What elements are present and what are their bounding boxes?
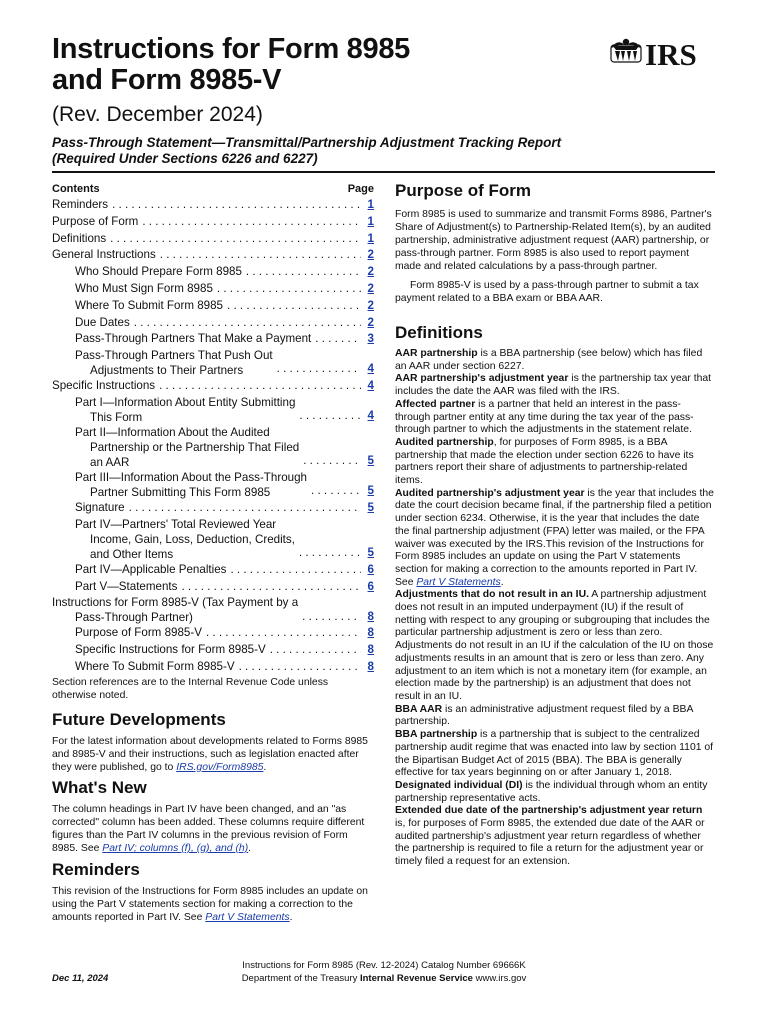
toc-entry-label-line: Part II—Information About the Audited	[75, 425, 270, 439]
toc-entry-label: Specific Instructions	[52, 379, 156, 393]
toc-page-link[interactable]: 8	[367, 609, 374, 623]
toc-entry[interactable]	[52, 562, 374, 579]
toc-entry[interactable]	[52, 500, 374, 517]
toc-entry-label	[52, 595, 298, 625]
footer-department: Department of the Treasury	[241, 973, 360, 984]
toc-entry-label-line: and Other Items	[90, 547, 174, 561]
toc-entry[interactable]	[52, 315, 374, 332]
toc-page-link[interactable]: 1	[367, 214, 374, 228]
toc-page-link[interactable]: 5	[367, 454, 374, 468]
title-line-1: Instructions for Form 8985	[52, 33, 410, 65]
toc-entry-label: Part IV—Applicable Penalties	[75, 562, 227, 576]
section-references-note: Section references are to the Internal Revenue Code unless otherwise noted.	[52, 676, 329, 701]
future-developments-body: For the latest information about developments related to Forms 8985 and 8985-V and their instructions, such as legislation enacted after they were published, go to	[52, 736, 368, 773]
definition-text: is, for purposes of Form 8985, the extended due date of the AAR or audited partnership's adjustment year return regardless of whether the partnership is required to file a return for the adjustment year or timely filed a request for an extension.	[395, 818, 705, 868]
definition-text: is the year that includes the date the court decision became final, if the partnership filed a petition under section 6234. Otherwise, it is the year that includes the date the final partnership adjustment (FPA) letter was mailed, or the FPA waiver was executed by the IRS.This revision of the Instructions for Form 8985 includes an update on using the Part V statements section for making a correction to the amounts reported in Part IV. See	[395, 487, 714, 588]
toc-entry[interactable]	[52, 642, 374, 659]
toc-leader	[299, 408, 361, 425]
toc-heading: Contents	[52, 183, 100, 195]
toc-entry-label-line: Instructions for Form 8985-V (Tax Payment by a	[52, 596, 299, 610]
toc-leader	[129, 500, 361, 517]
definition-text: is the partnership tax year that includes the date the AAR was filed with the IRS.	[395, 373, 712, 398]
toc-entry-label: Definitions	[52, 231, 107, 245]
definition-item	[395, 729, 715, 780]
definitions-section	[395, 323, 715, 869]
header-rule	[52, 171, 715, 173]
definition-text: is an administrative adjustment request filed by a BBA partnership.	[395, 703, 693, 728]
toc-entry-label	[75, 395, 295, 425]
toc-entry[interactable]	[52, 378, 374, 395]
table-of-contents	[52, 183, 374, 702]
toc-entry[interactable]	[52, 348, 374, 378]
toc-entry[interactable]	[52, 231, 374, 248]
toc-entry[interactable]	[52, 214, 374, 231]
definition-term: Adjustments that do not result in an IU.	[395, 589, 589, 601]
definition-item	[395, 399, 715, 437]
eagle-icon	[611, 39, 641, 62]
toc-page-link[interactable]: 2	[367, 298, 374, 312]
toc-entry[interactable]	[52, 281, 374, 298]
toc-page-link[interactable]: 2	[367, 248, 374, 262]
toc-leader	[277, 361, 361, 378]
definition-item	[395, 373, 715, 398]
toc-entry-label: Due Dates	[75, 315, 130, 329]
part-v-statements-link[interactable]: Part V Statements	[205, 912, 290, 923]
toc-leader	[270, 642, 361, 659]
toc-leader	[230, 562, 361, 579]
definitions-list	[395, 348, 715, 869]
toc-leader	[299, 545, 361, 562]
toc-entry-label-line: Income, Gain, Loss, Deduction, Credits,	[90, 532, 295, 546]
toc-leader	[227, 298, 361, 315]
toc-entry-label: Where To Submit Form 8985	[75, 298, 223, 312]
toc-page-link[interactable]: 6	[367, 562, 374, 576]
reminders-tail: .	[289, 912, 293, 923]
toc-page-link[interactable]: 2	[367, 315, 374, 329]
definition-term: Extended due date of the partnership's adjustment year return	[395, 805, 703, 817]
toc-leader	[142, 214, 361, 231]
toc-entry-label-line: Pass-Through Partners That Push Out	[75, 349, 273, 363]
toc-page-link[interactable]: 4	[367, 362, 374, 376]
definition-item	[395, 348, 715, 373]
toc-header	[52, 183, 374, 197]
toc-entry-label-line: Partner Submitting This Form 8985	[90, 485, 271, 499]
toc-leader	[181, 579, 361, 596]
toc-entry[interactable]	[52, 331, 374, 348]
toc-entry-label-line: Partnership or the Partnership That Filed	[90, 440, 300, 454]
definition-tail: .	[500, 576, 504, 588]
whats-new-body: The column headings in Part IV have been changed, and an "as corrected" column has been added. These columns require different figures than the Part IV columns in the previous revision of Form 8985. See	[52, 804, 365, 854]
toc-entry-label	[75, 425, 299, 470]
subtitle-line-2: (Required Under Sections 6226 and 6227)	[52, 151, 318, 166]
toc-entry-label: Reminders	[52, 198, 109, 211]
revision-date: (Rev. December 2024)	[52, 103, 263, 126]
definition-item	[395, 780, 715, 805]
reminders-heading: Reminders	[52, 860, 140, 879]
part-v-statements-link[interactable]: Part V Statements	[416, 576, 501, 588]
toc-leader	[303, 453, 361, 470]
definition-term: AAR partnership	[395, 348, 478, 359]
whats-new-section	[52, 778, 374, 855]
toc-entry-label-line: an AAR	[90, 455, 130, 469]
part-iv-columns-link[interactable]: Part IV; columns (f), (g), and (h)	[102, 843, 249, 854]
toc-page-link[interactable]: 4	[367, 379, 374, 393]
irs-logo-text: IRS	[645, 37, 697, 70]
toc-entry-label	[75, 348, 273, 378]
future-developments-text	[52, 735, 374, 774]
toc-entry-label-line: This Form	[90, 410, 143, 424]
footer-website: www.irs.gov	[472, 973, 527, 984]
definition-term: BBA AAR	[395, 703, 443, 715]
toc-entry[interactable]	[52, 517, 374, 562]
toc-page-link[interactable]: 1	[367, 198, 374, 211]
toc-leader	[206, 625, 361, 642]
toc-leader	[246, 264, 361, 281]
toc-entry-label-line: Part IV—Partners' Total Reviewed Year	[75, 517, 277, 531]
toc-leader	[311, 483, 361, 500]
definition-term: Audited partnership	[395, 436, 494, 448]
toc-page-link[interactable]: 3	[367, 332, 374, 346]
toc-page-link[interactable]: 6	[367, 579, 374, 593]
definitions-heading: Definitions	[395, 323, 483, 342]
toc-entry-label: Pass-Through Partners That Make a Payment	[75, 332, 312, 346]
toc-entry-label-line: Part I—Information About Entity Submitting	[75, 395, 296, 409]
footer-date: Dec 11, 2024	[52, 973, 109, 984]
toc-page-link[interactable]: 1	[367, 231, 374, 245]
whats-new-heading: What's New	[52, 778, 147, 797]
toc-entry[interactable]	[52, 625, 374, 642]
footer-catalog-line: Instructions for Form 8985 (Rev. 12-2024) Catalog Number 69666K	[242, 960, 526, 971]
toc-entry-label: Where To Submit Form 8985-V	[75, 659, 235, 673]
toc-entry[interactable]	[52, 470, 374, 500]
document-subtitle	[52, 135, 561, 167]
definition-item	[395, 805, 715, 869]
toc-entry-label: Signature	[75, 500, 125, 514]
definition-item	[395, 437, 715, 488]
toc-entry-label: Specific Instructions for Form 8985-V	[75, 643, 266, 657]
definition-text: , for purposes of Form 8985, is a BBA partnership that made the election under section 6226 to have its partners report their share of adjustments to partnership-related items.	[395, 436, 694, 487]
toc-entry[interactable]	[52, 264, 374, 281]
toc-entry-label-line: Part III—Information About the Pass-Through	[75, 470, 307, 484]
toc-entry[interactable]	[52, 579, 374, 596]
toc-entry[interactable]	[52, 595, 374, 625]
definition-item	[395, 704, 715, 729]
toc-entry[interactable]	[52, 425, 374, 470]
definition-text: is the individual through whom an entity partnership representative acts.	[395, 779, 708, 804]
reminders-text	[52, 885, 374, 924]
future-developments-tail: .	[263, 762, 267, 773]
toc-page-link[interactable]: 2	[367, 281, 374, 295]
reminders-body: This revision of the Instructions for Form 8985 includes an update on using the Part V statements section for making a correction to the amounts reported in Part IV. See	[52, 886, 368, 923]
toc-leader	[315, 331, 361, 348]
definition-term: Affected partner	[395, 398, 476, 410]
toc-entry[interactable]	[52, 247, 374, 264]
toc-page-heading: Page	[347, 183, 374, 195]
toc-entry[interactable]	[52, 298, 374, 315]
whats-new-tail: .	[248, 843, 252, 854]
toc-entry[interactable]	[52, 659, 374, 676]
document-title	[52, 34, 410, 96]
definition-term: Audited partnership's adjustment year	[395, 487, 585, 499]
footer-irs-name: Internal Revenue Service	[359, 973, 473, 984]
toc-entry-label: Purpose of Form 8985-V	[75, 626, 202, 640]
reminders-section	[52, 860, 374, 924]
future-developments-heading: Future Developments	[52, 710, 226, 729]
definition-item	[395, 488, 715, 590]
footer-agency-line	[0, 972, 768, 985]
future-developments-section	[52, 710, 374, 774]
toc-page-link[interactable]: 8	[367, 643, 374, 657]
toc-page-link[interactable]: 2	[367, 265, 374, 279]
whats-new-text	[52, 803, 374, 855]
toc-page-link[interactable]: 8	[367, 659, 374, 673]
toc-entry-label	[75, 517, 295, 562]
definition-text: is a partner that held an interest in the pass-through partner entity at any time during the tax year of the pass-through partner to which the adjustments in the statement relate.	[395, 398, 694, 436]
toc-leader	[112, 197, 361, 214]
toc-entry-label-line: Pass-Through Partner)	[75, 611, 193, 625]
toc-leader	[160, 247, 361, 264]
toc-entry-label	[75, 470, 307, 500]
toc-leader	[302, 609, 361, 626]
toc-leader	[159, 378, 361, 395]
purpose-heading: Purpose of Form	[395, 181, 532, 200]
toc-page-link[interactable]: 8	[367, 626, 374, 640]
purpose-of-form-section	[395, 181, 715, 305]
toc-entry-label-line: Adjustments to Their Partners	[90, 364, 244, 378]
purpose-paragraph-1: Form 8985 is used to summarize and transmit Forms 8986, Partner's Share of Adjustment(s) to Partnership-Related Item(s), by an audited partnership, administrative adjustment request (AAR) partnership, or pass-through partner. Form 8985 is also used to report payment made and related calculations by a pass-through partner.	[395, 209, 712, 272]
toc-entry-label: Part V—Statements	[75, 579, 178, 593]
irs-form8985-link[interactable]: IRS.gov/Form8985	[176, 762, 264, 773]
definition-text: is a partnership that is subject to the centralized partnership audit regime that was enacted into law by section 1101 of the Bipartisan Budget Act of 2015 (BBA). The BBA is generally effective for tax years beginning on or after January 1, 2018.	[395, 729, 714, 779]
toc-leader	[217, 281, 361, 298]
toc-entry-label: Who Must Sign Form 8985	[75, 281, 213, 295]
toc-entry-label: General Instructions	[52, 248, 156, 262]
toc-page-link[interactable]: 5	[367, 484, 374, 498]
definition-item	[395, 589, 715, 703]
toc-page-link[interactable]: 4	[367, 409, 374, 423]
definition-term: Designated individual (DI)	[395, 779, 523, 791]
toc-page-link[interactable]: 5	[367, 500, 374, 514]
subtitle-line-1: Pass-Through Statement—Transmittal/Partnership Adjustment Tracking Report	[52, 135, 562, 150]
toc-leader	[110, 231, 361, 248]
toc-leader	[239, 659, 361, 676]
definition-term: AAR partnership's adjustment year	[395, 373, 569, 385]
irs-logo	[609, 36, 719, 70]
definition-term: BBA partnership	[395, 729, 478, 741]
page-footer	[0, 959, 768, 985]
title-line-2: and Form 8985-V	[52, 64, 282, 96]
toc-entry-label: Purpose of Form	[52, 214, 139, 228]
definition-text: A partnership adjustment does not result in an imputed underpayment (IU) if the result of netting with respect to any grouping or subgrouping that includes the particular partnership adjustment is zero or less than zero. Adjustments do not result in an IU if the calculation of the IU on those adjustments results in an amount that is zero or less than zero. Any adjustment to an item which is not a monetary item (for example, an election made by the partnership) is an adjustment that does not result in an IU.	[395, 589, 714, 702]
definition-text: is a BBA partnership (see below) which has filed an AAR under section 6227.	[395, 348, 703, 372]
toc-entry-label: Who Should Prepare Form 8985	[75, 265, 242, 279]
toc-page-link[interactable]: 5	[367, 545, 374, 559]
purpose-paragraph-2: Form 8985-V is used by a pass-through partner to submit a tax payment related to a BBA exam or BBA AAR.	[395, 280, 699, 304]
toc-leader	[134, 315, 361, 332]
toc-entry[interactable]	[52, 395, 374, 425]
toc-entry[interactable]	[52, 197, 374, 214]
